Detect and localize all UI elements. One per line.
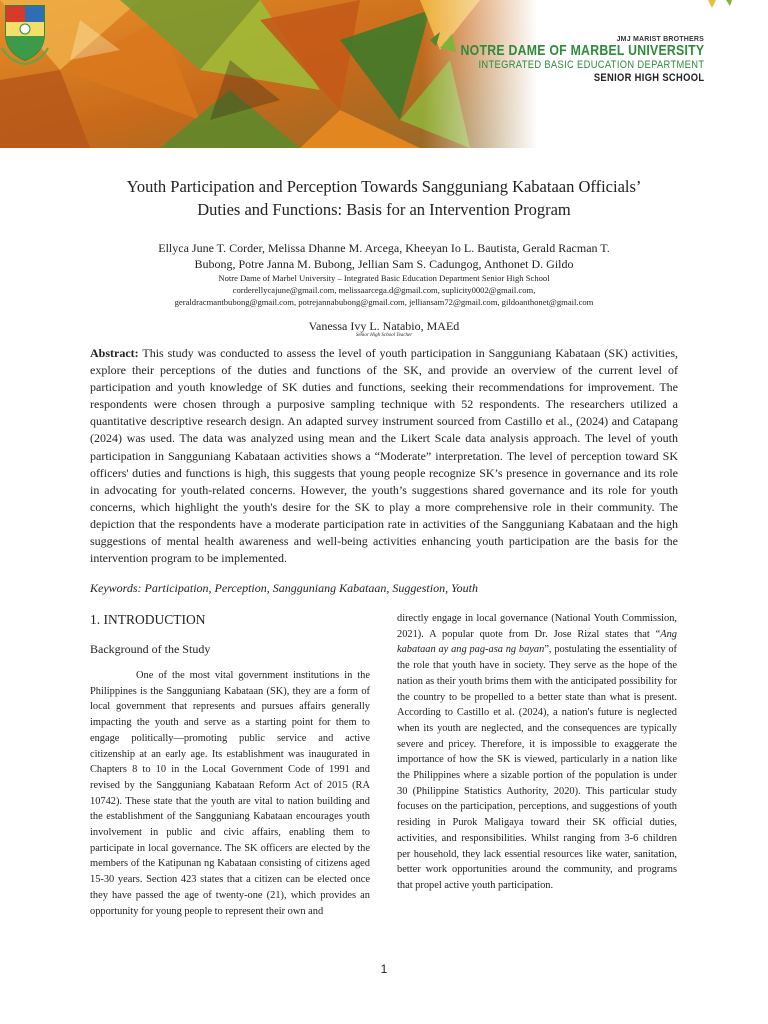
rizal-quote: Ang kabataan ay ang pag-asa ng bayan bbox=[397, 628, 677, 656]
university-seal-icon bbox=[0, 0, 50, 66]
title-line: Duties and Functions: Basis for an Intervention Program bbox=[197, 200, 571, 219]
paragraph-text: directly engage in local governance (National Youth Commission, 2021). A popular quote from Dr. Jose Rizal states that “ bbox=[397, 613, 677, 640]
title-line: Youth Participation and Perception Towards Sangguniang Kabataan Officials’ bbox=[126, 177, 642, 196]
org-top-label: JMJ MARIST BROTHERS bbox=[616, 36, 704, 43]
left-column bbox=[90, 610, 370, 917]
authors-line: Bubong, Potre Janna M. Bubong, Jellian Sam S. Cadungog, Anthonet D. Gildo bbox=[194, 257, 574, 271]
author-list bbox=[90, 240, 678, 272]
affiliation: Notre Dame of Marbel University – Integrated Basic Education Department Senior High School bbox=[218, 273, 550, 283]
adviser-role: Senior High School Teacher bbox=[355, 333, 413, 338]
university-name: NOTRE DAME OF MARBEL UNIVERSITY bbox=[460, 42, 704, 59]
emails-line: geraldracmantbubong@gmail.com, potrejannabubong@gmail.com, jelliansam72@gmail.com, gildoanthonet@gmail.com bbox=[174, 297, 594, 307]
paragraph-text: ”, postulating the essentiality of the role that youth have in society. They serve as the hope of the nation as their youth brims them with the anticipated possibility for the country to be propelled to a better state than what is present. According to Castillo et al. (2024), a nation's future is neglected when its youth are neglected, and the consequences are typically severe and pricey. Therefore, it is impossible to exaggerate the importance of how the SK is viewed, particularly in a nation like the Philippines where a sizable portion of the population is under 30 (Philippine Statistics Authority, 2020). This particular study focuses on the participation, perceptions, and suggestions of youth residing in Purok Maligaya toward their SK official duties, activities, and responsibilities. Whilst ranging from 3-6 children per household, they lack essential resources like water, sanitation, better work opportunities around the community, and programs that propel active youth participation. bbox=[397, 644, 677, 891]
school-name: SENIOR HIGH SCHOOL bbox=[593, 72, 704, 84]
abstract-label: Abstract: bbox=[90, 346, 139, 360]
body-paragraph: One of the most vital government institutions in the Philippines is the Sangguniang Kabataan (SK), they are a form of local government that represents and pursues affairs generally impacting the youth and serve as a starting point for them to engage politically—promoting public service and active citizenship at an early age. Its establishment was inaugurated in Chapters 8 to 10 in the Local Government Code of 1991 and revised by the Sangguniang Kabataan Reform Act of 2015 (RA 10742). These state that the youth are vital to nation building and the establishment of the Sangguniang Kabataan encourages youth involvement in public and civic affairs, enabling them to participate in local governance. The SK officers are elected by the members of the Katipunan ng Kabataan consisting of citizens aged 15-30 years. Section 423 states that a citizen can be elected once they have passed the age of twenty-one (21), which provides an opportunity for young people to represent their own and bbox=[90, 670, 370, 917]
affiliation-block bbox=[90, 272, 678, 308]
abstract bbox=[90, 345, 678, 567]
page-number: 1 bbox=[380, 962, 388, 976]
paper-title bbox=[90, 175, 678, 221]
abstract-text: This study was conducted to assess the level of youth participation in Sangguniang Kabataan (SK) activities, explore their perceptions of the duties and functions of the SK, and provide an overview of the current level of participation and youth knowledge of SK duties and functions, seeking their recommendations for improvement. The respondents were chosen through a purposive sampling technique with 52 respondents. The researchers utilized a quantitative descriptive research design. An adapted survey instrument sourced from Castillo et al., (2024) and Catapang (2024) was used. The data was analyzed using mean and the Likert Scale data analysis approach. The level of youth participation in Sangguniang Kabataan activities shows a “Moderate” interpretation. The level of perception toward SK officers' duties and functions is high, this suggests that young people recognize SK’s presence in governance and its role in advocating for youth-related concerns. However, the youth’s suggestions shared governance and its role for youth concerns, which highlight the youth's desire for the SK to play a more comprehensive role in their community. The depiction that the respondents have a moderate participation rate in activities of the Sangguniang Kabataan and the high suggestions of mental health awareness and well-being activities enhancing youth participation are the basis for the intervention program to be implemented. bbox=[90, 346, 678, 566]
header-banner bbox=[0, 0, 768, 148]
department-name: INTEGRATED BASIC EDUCATION DEPARTMENT bbox=[478, 59, 704, 71]
keywords: Keywords: Participation, Perception, Sangguniang Kabataan, Suggestion, Youth bbox=[90, 581, 478, 595]
adviser-name: Vanessa Ivy L. Natabio, MAEd bbox=[308, 319, 460, 333]
section-heading: 1. INTRODUCTION bbox=[90, 612, 206, 627]
body-paragraph bbox=[397, 611, 677, 894]
authors-line: Ellyca June T. Corder, Melissa Dhanne M. Arcega, Kheeyan Io L. Bautista, Gerald Racman T. bbox=[158, 241, 610, 255]
emails-line: corderellycajune@gmail.com, melissaarcega.d@gmail.com, suplicity0002@gmail.com, bbox=[232, 285, 536, 295]
subsection-heading: Background of the Study bbox=[90, 642, 211, 656]
right-column bbox=[397, 611, 677, 894]
university-branding bbox=[407, 36, 704, 85]
